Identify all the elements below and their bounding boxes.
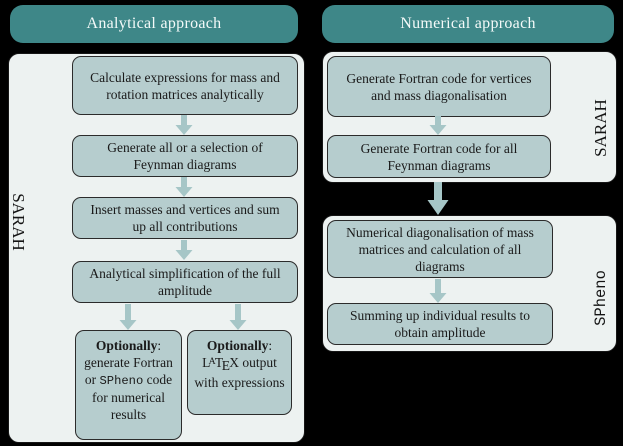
flow-box-insert-masses: Insert masses and vertices and sum up all contributions (72, 197, 298, 239)
latex-logo-x: X (229, 355, 239, 370)
optional-latex-colon: : (268, 338, 273, 353)
numerical-approach-header: Numerical approach (322, 5, 614, 43)
optional-bold-text: Optionally (206, 338, 269, 353)
down-arrow-icon (118, 304, 138, 330)
optional-fortran-text-2: code for numerical results (91, 372, 173, 423)
analytical-approach-header: Analytical approach (10, 5, 298, 43)
sarah-side-label-left: SARAH (9, 193, 28, 251)
spheno-inline-name: SPheno (99, 374, 144, 388)
down-arrow-icon (426, 182, 450, 215)
flow-box-analytical-simplification: Analytical simplification of the full amplitude (72, 261, 298, 303)
flow-box-fortran-vertices: Generate Fortran code for vertices and mass diagonalisation (327, 56, 551, 117)
down-arrow-icon (428, 116, 448, 135)
spheno-side-label: SPheno (592, 270, 610, 326)
optional-fortran-text-1: : generate Fortran or (84, 338, 173, 387)
flow-box-summing-results: Summing up individual results to obtain amplitude (327, 303, 553, 345)
latex-logo-a: A (208, 356, 216, 368)
flow-box-generate-diagrams: Generate all or a selection of Feynman diagrams (72, 135, 298, 177)
flow-box-optional-latex (187, 330, 292, 415)
flow-box-optional-fortran (75, 330, 182, 440)
latex-logo-t: T (214, 355, 224, 370)
flow-box-numerical-diagonalisation: Numerical diagonalisation of mass matrices and calculation of all diagrams (327, 220, 553, 278)
down-arrow-icon (428, 279, 448, 303)
optional-bold-text: Optionally (95, 338, 158, 353)
latex-logo (202, 355, 239, 373)
down-arrow-icon (174, 115, 194, 135)
latex-logo-e: E (221, 357, 231, 373)
down-arrow-icon (228, 304, 248, 330)
down-arrow-icon (174, 177, 194, 197)
latex-logo-l: L (202, 355, 211, 370)
down-arrow-icon (174, 240, 194, 260)
flow-box-fortran-all-diagrams: Generate Fortran code for all Feynman diagrams (327, 135, 551, 178)
optional-latex-text: output with expressions (194, 355, 285, 390)
sarah-side-label-right: SARAH (591, 99, 610, 157)
flow-box-calculate-expressions: Calculate expressions for mass and rotation matrices analytically (72, 56, 298, 115)
